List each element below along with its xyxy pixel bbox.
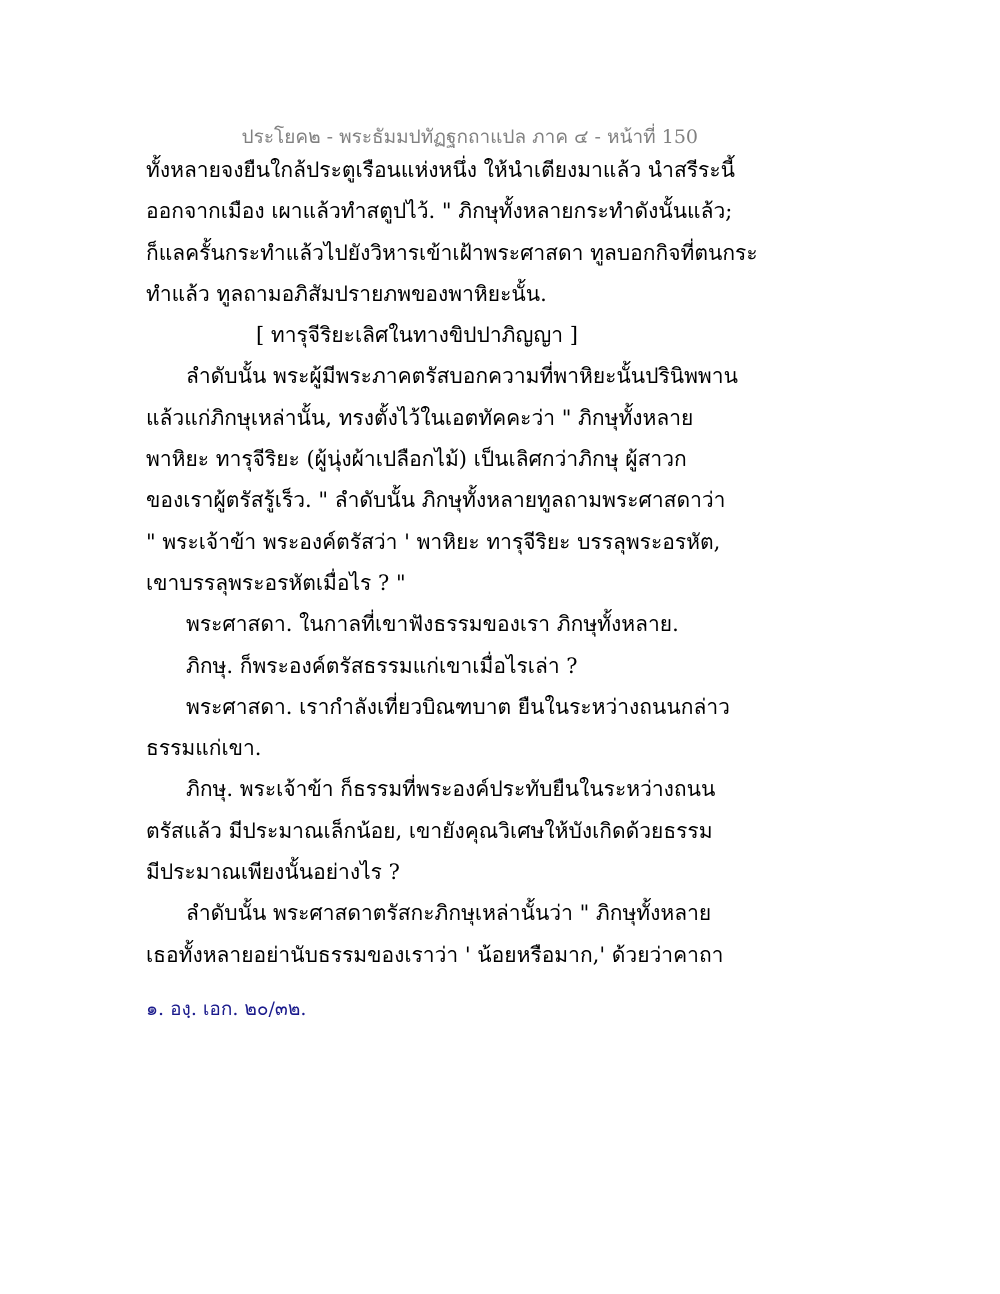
text-line-13: ภิกษุ. ก็พระองค์ตรัสธรรมแก่เขาเมื่อไรเล่า ? <box>186 653 578 678</box>
page-header: ประโยค๒ - พระธัมมปทัฏฐกถาแปล ภาค ๔ - หน้าที่ 150 <box>241 126 698 148</box>
section-heading: [ ทารุจีริยะเลิศในทางขิปปาภิญญา ] <box>256 323 578 348</box>
body-text <box>146 150 758 976</box>
text-line-7: แล้วแก่ภิกษุเหล่านั้น, ทรงตั้งไว้ในเอตทัคคะว่า " ภิกษุทั้งหลาย <box>146 405 694 430</box>
text-line-10: " พระเจ้าข้า พระองค์ตรัสว่า ' พาหิยะ ทารุจีริยะ บรรลุพระอรหัต, <box>146 529 721 554</box>
text-line-8: พาหิยะ ทารุจีริยะ (ผู้นุ่งผ้าเปลือกไม้) เป็นเลิศกว่าภิกษุ ผู้สาวก <box>146 447 687 472</box>
text-line-18: มีประมาณเพียงนั้นอย่างไร ? <box>146 860 400 885</box>
text-line-3: ก็แลครั้นกระทำแล้วไปยังวิหารเข้าเฝ้าพระศาสดา ทูลบอกกิจที่ตนกระ <box>146 240 758 265</box>
text-line-4: ทำแล้ว ทูลถามอภิสัมปรายภพของพาหิยะนั้น. <box>146 281 547 306</box>
text-line-1: ทั้งหลายจงยืนใกล้ประตูเรือนแห่งหนึ่ง ให้นำเตียงมาแล้ว นำสรีระนี้ <box>146 158 735 182</box>
text-line-15: ธรรมแก่เขา. <box>146 736 262 761</box>
text-line-6: ลำดับนั้น พระผู้มีพระภาคตรัสบอกความที่พาหิยะนั้นปรินิพพาน <box>186 364 738 389</box>
text-line-17: ตรัสแล้ว มีประมาณเล็กน้อย, เขายังคุณวิเศษให้บังเกิดด้วยธรรม <box>146 818 713 843</box>
text-line-14: พระศาสดา. เรากำลังเที่ยวบิณฑบาต ยืนในระหว่างถนนกล่าว <box>186 694 730 719</box>
text-line-9: ของเราผู้ตรัสรู้เร็ว. " ลำดับนั้น ภิกษุทั้งหลายทูลถามพระศาสดาว่า <box>146 488 726 513</box>
text-line-11: เขาบรรลุพระอรหัตเมื่อไร ? " <box>146 570 406 595</box>
text-line-19: ลำดับนั้น พระศาสดาตรัสกะภิกษุเหล่านั้นว่า " ภิกษุทั้งหลาย <box>186 901 712 926</box>
text-line-20: เธอทั้งหลายอย่านับธรรมของเราว่า ' น้อยหรือมาก,' ด้วยว่าคาถา <box>146 942 724 967</box>
footnote: ๑. องฺ. เอก. ๒๐/๓๒. <box>146 998 307 1020</box>
text-line-12: พระศาสดา. ในกาลที่เขาฟังธรรมของเรา ภิกษุทั้งหลาย. <box>186 612 679 637</box>
text-line-2: ออกจากเมือง เผาแล้วทำสตูปไว้. " ภิกษุทั้งหลายกระทำดังนั้นแล้ว; <box>146 199 733 224</box>
text-line-16: ภิกษุ. พระเจ้าข้า ก็ธรรมที่พระองค์ประทับยืนในระหว่างถนน <box>186 777 716 802</box>
